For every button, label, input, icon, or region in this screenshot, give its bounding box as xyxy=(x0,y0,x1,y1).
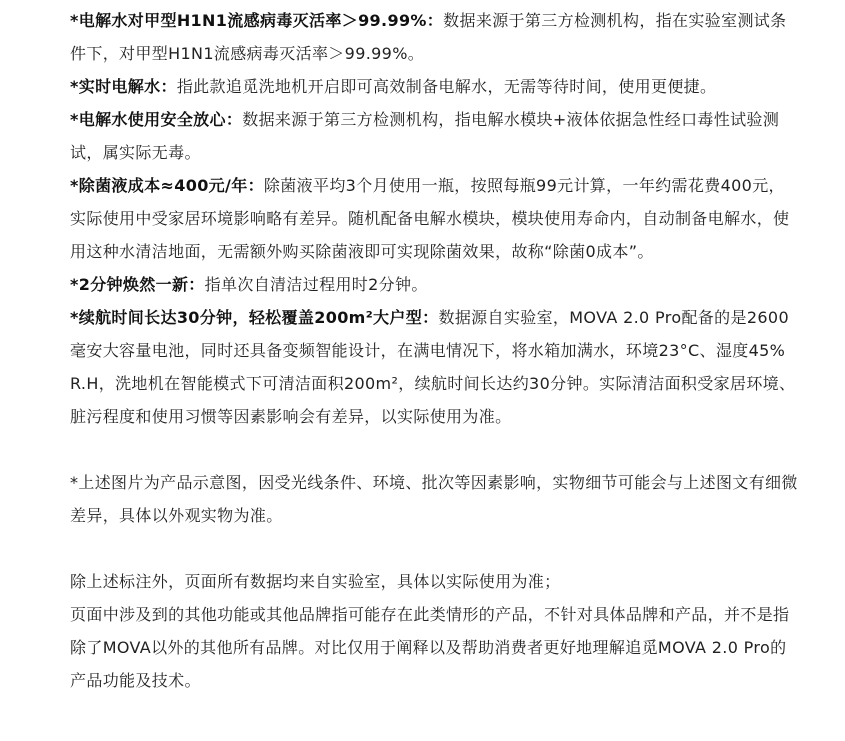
note-cost xyxy=(70,169,801,268)
spacer xyxy=(70,433,801,466)
note-realtime-electrolysis xyxy=(70,70,801,103)
feature-notes xyxy=(70,4,801,433)
note-title: *电解水对甲型H1N1流感病毒灭活率＞99.99%： xyxy=(70,11,444,30)
general-statements xyxy=(70,565,801,697)
note-title: *2分钟焕然一新： xyxy=(70,275,205,294)
note-body: 数据来源于第三方检测机构，指电解水模块+液体依据急性经口毒性试验测试，属实际无毒。 xyxy=(70,110,780,162)
note-battery xyxy=(70,301,801,433)
brand-statement: 页面中涉及到的其他功能或其他品牌指可能存在此类情形的产品，不针对具体品牌和产品，并不是指除了MOVA以外的其他所有品牌。对比仅用于阐释以及帮助消费者更好地理解追觅MOVA 2.0 Pro的产品功能及技术。 xyxy=(70,605,790,690)
image-disclaimer: *上述图片为产品示意图，因受光线条件、环境、批次等因素影响，实物细节可能会与上述图文有细微差异，具体以外观实物为准。 xyxy=(70,473,798,525)
note-body: 指此款追觅洗地机开启即可高效制备电解水，无需等待时间，使用更便捷。 xyxy=(176,77,717,96)
image-disclaimer-block xyxy=(70,466,801,532)
note-body: 数据来源于第三方检测机构，指在实验室测试条件下，对甲型H1N1流感病毒灭活率＞99.99%。 xyxy=(70,11,787,63)
note-body: 指单次自清洁过程用时2分钟。 xyxy=(204,275,428,294)
note-title: *电解水使用安全放心： xyxy=(70,110,243,129)
note-disinfection-rate xyxy=(70,4,801,70)
spacer xyxy=(70,532,801,565)
note-title: *实时电解水： xyxy=(70,77,177,96)
note-title: *除菌液成本≈400元/年： xyxy=(70,176,264,195)
note-self-clean xyxy=(70,268,801,301)
data-statement: 除上述标注外，页面所有数据均来自实验室，具体以实际使用为准； xyxy=(70,572,561,591)
note-body: 除菌液平均3个月使用一瓶，按照每瓶99元计算，一年约需花费400元，实际使用中受家居环境影响略有差异。随机配备电解水模块，模块使用寿命内，自动制备电解水，使用这种水清洁地面，无需额外购买除菌液即可实现除菌效果，故称“除菌0成本”。 xyxy=(70,176,790,261)
note-body: 数据源自实验室，MOVA 2.0 Pro配备的是2600毫安大容量电池，同时还具备变频智能设计，在满电情况下，将水箱加满水，环境23°C、湿度45%R.H，洗地机在智能模式下可清洁面积200m²，续航时间长达约30分钟。实际清洁面积受家居环境、脏污程度和使用习惯等因素影响会有差异，以实际使用为准。 xyxy=(70,308,796,426)
note-title: *续航时间长达30分钟，轻松覆盖200m²大户型： xyxy=(70,308,439,327)
note-safety xyxy=(70,103,801,169)
